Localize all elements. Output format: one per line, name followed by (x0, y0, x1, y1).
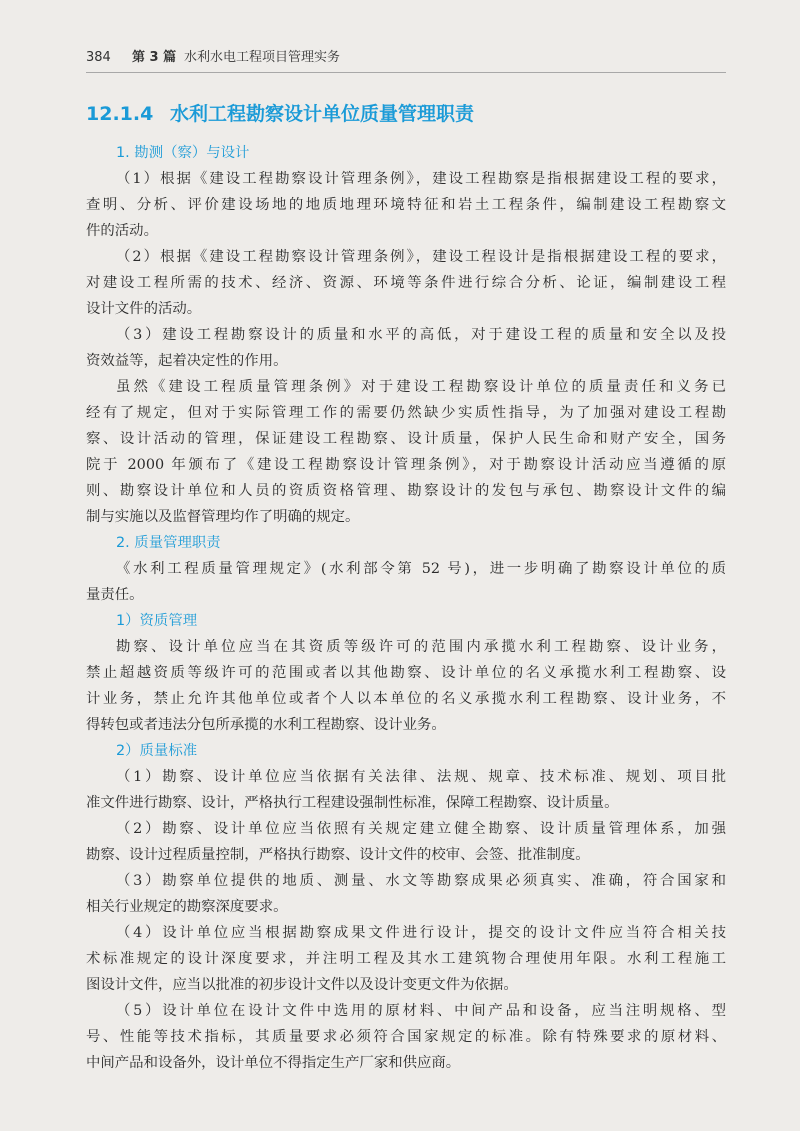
paragraph (86, 244, 726, 322)
subheading: 1）资质管理 (116, 613, 198, 629)
text-line: （2）根据《建设工程勘察设计管理条例》，建设工程设计是指根据建设工程的要求， (116, 249, 726, 265)
subheading: 2. 质量管理职责 (116, 535, 221, 551)
text-line: （2）勘察、设计单位应当依照有关规定建立健全勘察、设计质量管理体系，加强 (116, 821, 726, 837)
text-line: 院于 2000 年颁布了《建设工程勘察设计管理条例》，对于勘察设计活动应当遵循的原 (86, 457, 726, 473)
text-line: 经有了规定，但对于实际管理工作的需要仍然缺少实质性指导，为了加强对建设工程勘 (86, 405, 726, 421)
text-line: 察、设计活动的管理，保证建设工程勘察、设计质量，保护人民生命和财产安全，国务 (86, 431, 726, 447)
text-line: 号、性能等技术指标，其质量要求必须符合国家规定的标准。除有特殊要求的原材料、 (86, 1029, 726, 1045)
text-line: （3）勘察单位提供的地质、测量、水文等勘察成果必须真实、准确，符合国家和 (116, 873, 726, 889)
paragraph (86, 920, 726, 998)
text-line: 资效益等，起着决定性的作用。 (86, 353, 288, 369)
text-line: 设计文件的活动。 (86, 301, 202, 317)
text-line: 计业务，禁止允许其他单位或者个人以本单位的名义承揽水利工程勘察、设计业务，不 (86, 691, 726, 707)
text-line: 图设计文件，应当以批准的初步设计文件以及设计变更文件为依据。 (86, 977, 518, 993)
paragraph (86, 764, 726, 816)
page-number: 384 (86, 50, 111, 65)
text-line: 勘察、设计过程质量控制，严格执行勘察、设计文件的校审、会签、批准制度。 (86, 847, 590, 863)
text-line: （1）根据《建设工程勘察设计管理条例》，建设工程勘察是指根据建设工程的要求， (116, 171, 726, 187)
paragraph (86, 816, 726, 868)
header-rule (86, 72, 726, 73)
text-line: （5）设计单位在设计文件中选用的原材料、中间产品和设备，应当注明规格、型 (116, 1003, 726, 1019)
text-line: 制与实施以及监督管理均作了明确的规定。 (86, 509, 360, 525)
text-line: 术标准规定的设计深度要求，并注明工程及其水工建筑物合理使用年限。水利工程施工 (86, 951, 726, 967)
paragraph (86, 868, 726, 920)
section-title (86, 99, 726, 129)
text-line: 禁止超越资质等级许可的范围或者以其他勘察、设计单位的名义承揽水利工程勘察、设 (86, 665, 726, 681)
part-label: 第 3 篇 (132, 50, 177, 65)
text-line: （1）勘察、设计单位应当依据有关法律、法规、规章、技术标准、规划、项目批 (116, 769, 726, 785)
text-line: （4）设计单位应当根据勘察成果文件进行设计，提交的设计文件应当符合相关技 (116, 925, 726, 941)
text-line: 相关行业规定的勘察深度要求。 (86, 899, 288, 915)
text-line: 得转包或者违法分包所承揽的水利工程勘察、设计业务。 (86, 717, 446, 733)
text-line: 《水利工程质量管理规定》(水利部令第 52 号)，进一步明确了勘察设计单位的质 (116, 561, 726, 577)
paragraph (86, 634, 726, 738)
text-line: 准文件进行勘察、设计，严格执行工程建设强制性标准，保障工程勘察、设计质量。 (86, 795, 619, 811)
text-line: 则、勘察设计单位和人员的资质资格管理、勘察设计的发包与承包、勘察设计文件的编 (86, 483, 726, 499)
text-line: 量责任。 (86, 587, 144, 603)
body-text (86, 140, 726, 1076)
text-line: 对建设工程所需的技术、经济、资源、环境等条件进行综合分析、论证，编制建设工程 (86, 275, 726, 291)
text-line: 中间产品和设备外，设计单位不得指定生产厂家和供应商。 (86, 1055, 461, 1071)
paragraph (86, 998, 726, 1076)
text-line: 虽然《建设工程质量管理条例》对于建设工程勘察设计单位的质量责任和义务已 (116, 379, 726, 395)
section-number: 12.1.4 (86, 103, 154, 125)
text-line: 勘察、设计单位应当在其资质等级许可的范围内承揽水利工程勘察、设计业务， (116, 639, 726, 655)
text-line: 件的活动。 (86, 223, 158, 239)
book-title: 水利水电工程项目管理实务 (184, 50, 341, 65)
subheading: 1. 勘测（察）与设计 (116, 145, 250, 161)
paragraph (86, 166, 726, 244)
section-heading: 水利工程勘察设计单位质量管理职责 (170, 103, 475, 125)
text-line: 查明、分析、评价建设场地的地质地理环境特征和岩土工程条件，编制建设工程勘察文 (86, 197, 726, 213)
paragraph (86, 556, 726, 608)
running-header (86, 46, 726, 70)
subheading: 2）质量标准 (116, 743, 198, 759)
paragraph (86, 374, 726, 530)
paragraph (86, 322, 726, 374)
text-line: （3）建设工程勘察设计的质量和水平的高低，对于建设工程的质量和安全以及投 (116, 327, 726, 343)
